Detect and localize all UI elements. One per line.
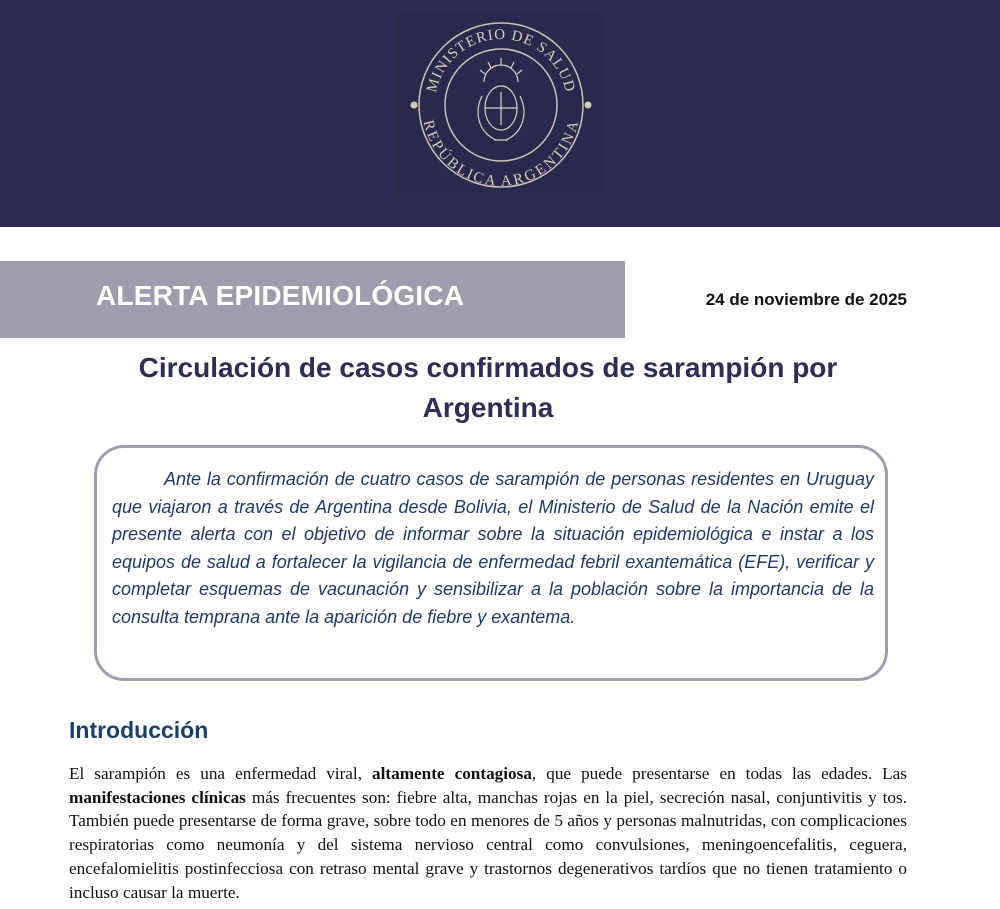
seal-icon — [396, 12, 605, 199]
intro-bold-contagiosa: altamente contagiosa — [372, 764, 532, 783]
section-heading-introduccion: Introducción — [69, 717, 209, 743]
intro-text-e: más frecuentes son: fiebre alta, manchas rojas en la piel, secreción nasal, conjuntivitis y tos. También puede presentarse de forma grave, sobre todo en menores de 5 años y personas malnutridas, con complicaciones respiratorias como neumonía y del sistema nervioso central como convulsiones, meningoencefalitis, ceguera, encefalomielitis postinfecciosa con retraso mental grave y trastornos degenerativos tardíos que no tienen tratamiento o incluso causar la muerte. — [69, 787, 907, 902]
summary-text: Ante la confirmación de cuatro casos de sarampión de personas residentes en Uruguay que viajaron a través de Argentina desde Bolivia, el Ministerio de Salud de la Nación emite el presente alerta con el objetivo de informar sobre la situación epidemiológica e instar a los equipos de salud a fortalecer la vigilancia de enfermedad febril exantemática (EFE), verificar y completar esquemas de vacunación y sensibilizar a la población sobre la importancia de la consulta temprana ante la aparición de fiebre y exantema. — [112, 469, 874, 627]
svg-text:MINISTERIO DE SALUD: MINISTERIO DE SALUD — [424, 26, 578, 95]
intro-text-c: , que puede presentarse en todas las edades. Las — [531, 764, 907, 783]
document-title — [60, 348, 916, 428]
alert-label: ALERTA EPIDEMIOLÓGICA — [96, 280, 465, 311]
ministerio-seal — [396, 12, 605, 199]
intro-text-a: El sarampión es una enfermedad viral, — [69, 764, 373, 783]
alert-date: 24 de noviembre de 2025 — [705, 290, 907, 309]
document-title-line2: Argentina — [422, 392, 554, 423]
introduccion-paragraph — [69, 762, 907, 904]
document-title-line1: Circulación de casos confirmados de sarampión por — [138, 352, 838, 383]
intro-bold-manifestaciones: manifestaciones clínicas — [69, 787, 246, 807]
svg-text:REPÚBLICA ARGENTINA: REPÚBLICA ARGENTINA — [419, 118, 583, 190]
